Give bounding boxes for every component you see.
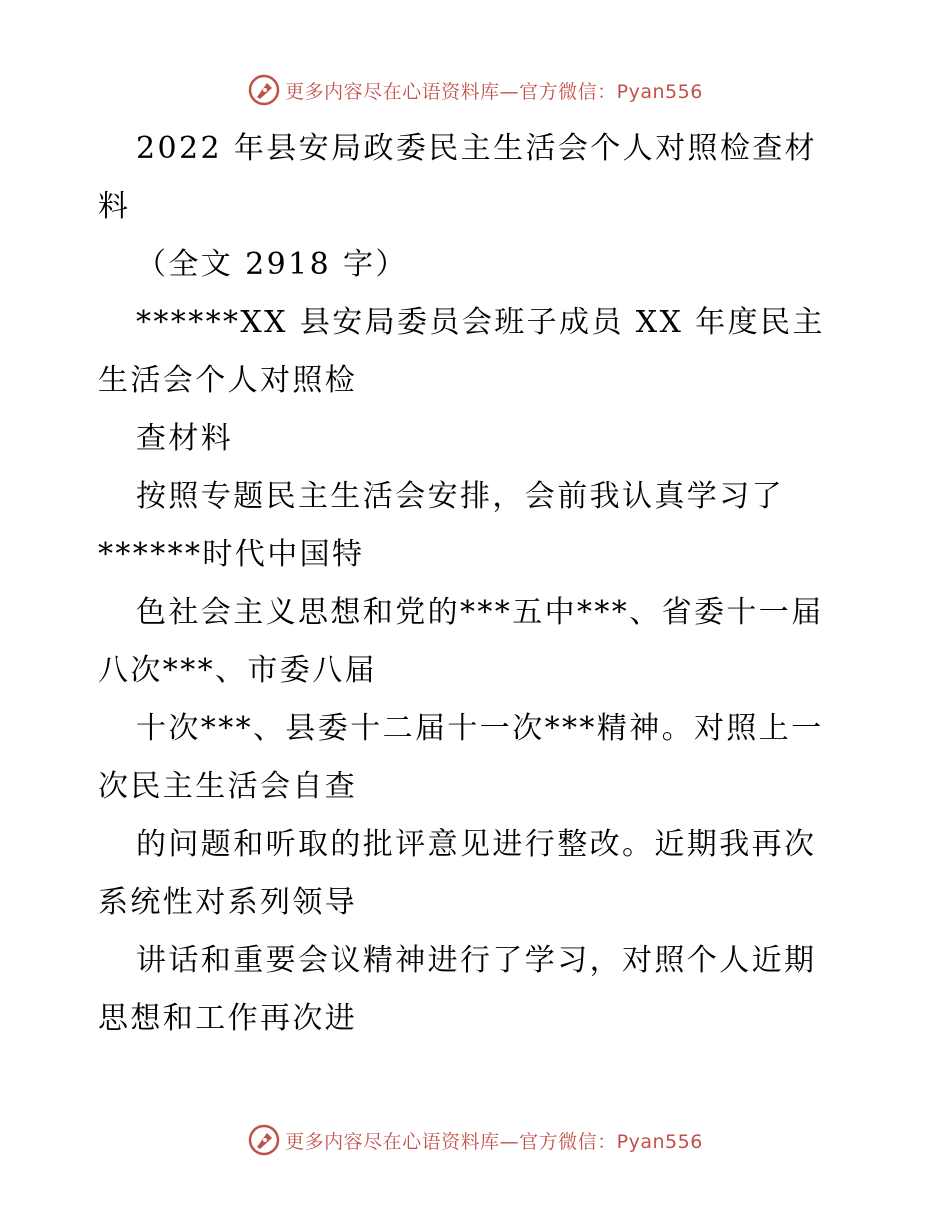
watermark-text: 更多内容尽在心语资料库—官方微信：Pyan556: [285, 80, 703, 103]
document-line: 系统性对系列领导: [98, 885, 358, 920]
document-line: ******XX 县安局委员会班子成员 XX 年度民主: [136, 305, 825, 340]
document-line: 十次***、县委十二届十一次***精神。对照上一: [136, 711, 824, 746]
document-line: 生活会个人对照检: [98, 363, 358, 398]
pen-nib-logo-icon: [247, 73, 281, 107]
document-line: 讲话和重要会议精神进行了学习，对照个人近期: [136, 943, 817, 978]
document-line: ******时代中国特: [98, 537, 365, 572]
document-line: 的问题和听取的批评意见进行整改。近期我再次: [136, 827, 817, 862]
document-line: 思想和工作再次进: [98, 1001, 358, 1036]
pen-nib-logo-icon: [247, 1123, 281, 1157]
header-watermark: [0, 70, 950, 110]
watermark-text: 更多内容尽在心语资料库—官方微信：Pyan556: [285, 1130, 703, 1153]
document-line: （全文 2918 字）: [136, 247, 408, 282]
document-line: 2022 年县安局政委民主生活会个人对照检查材: [136, 131, 818, 166]
document-line: 次民主生活会自查: [98, 769, 358, 804]
document-line: 按照专题民主生活会安排，会前我认真学习了: [136, 479, 784, 514]
document-line: 色社会主义思想和党的***五中***、省委十一届: [136, 595, 824, 630]
document-line: 料: [98, 189, 131, 224]
document-line: 查材料: [136, 421, 234, 456]
document-body: [98, 120, 858, 1048]
document-line: 八次***、市委八届: [98, 653, 377, 688]
footer-watermark: [0, 1120, 950, 1160]
